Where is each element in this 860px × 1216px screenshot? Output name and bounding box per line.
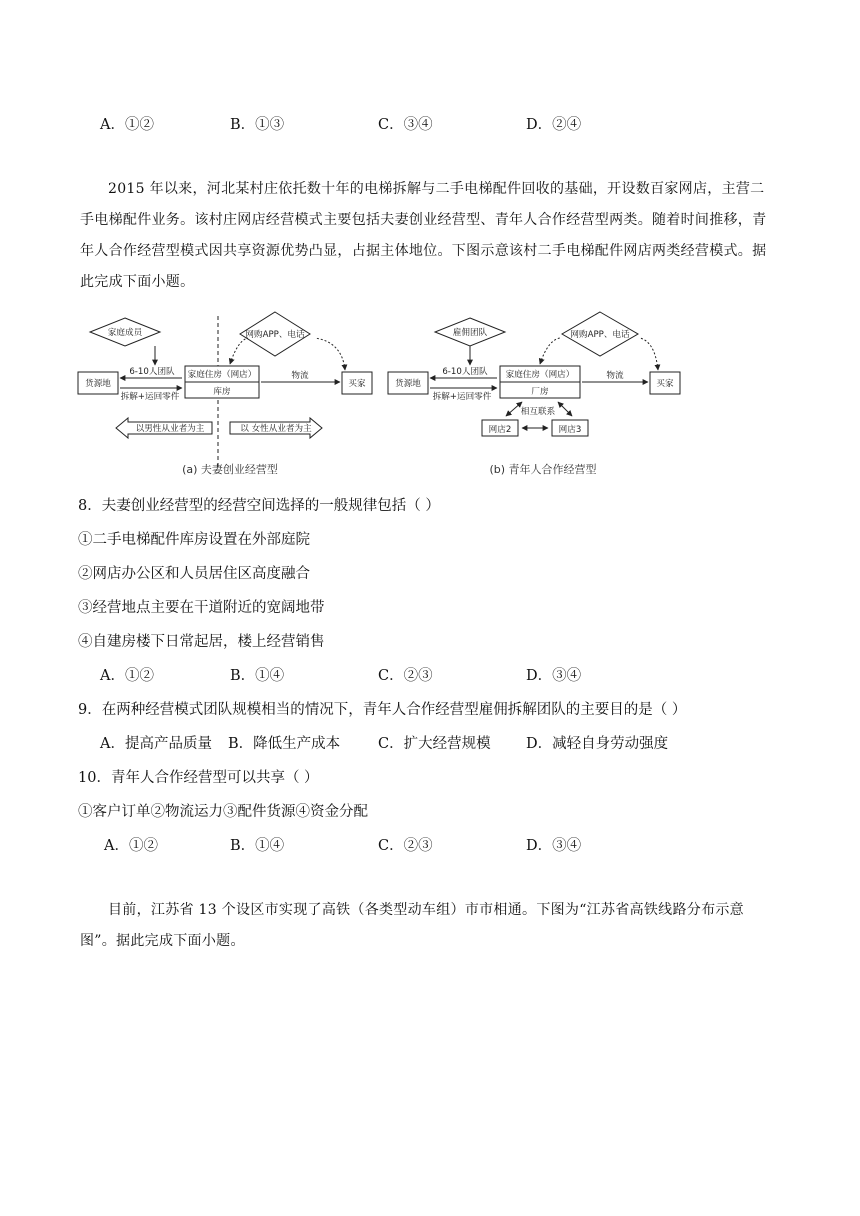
label-hired-team: 雇佣团队 [452,328,488,338]
business-model-diagram [70,310,690,485]
label-logistics-a: 物流 [291,371,309,381]
label-factory: 厂房 [531,387,549,397]
label-source-a: 货源地 [85,379,111,389]
option-c: C．②③ [378,668,433,684]
caption-b: (b) 青年人合作经营型 [489,463,597,476]
label-female: 以 女性从业者为主 [240,424,312,434]
q9-stem: 9．在两种经营模式团队规模相当的情况下，青年人合作经营型雇佣拆解团队的主要目的是（ ） [78,702,687,718]
label-app-b: 网购APP、电话 [570,330,630,340]
q10-stem: 10．青年人合作经营型可以共享（ ） [78,770,319,786]
label-family-member: 家庭成员 [107,328,143,338]
option-d: D．②④ [526,117,582,133]
q8-stem: 8．夫妻创业经营型的经营空间选择的一般规律包括（ ） [78,498,440,514]
label-logistics-b: 物流 [606,371,624,381]
label-dismantle-a: 拆解+运回零件 [120,392,180,402]
label-dismantle-b: 拆解+运回零件 [432,392,492,402]
label-buyer-a: 买家 [348,379,366,389]
label-source-b: 货源地 [395,379,421,389]
label-team-a: 6-10人团队 [129,367,175,377]
q10-items: ①客户订单②物流运力③配件货源④资金分配 [78,804,368,820]
passage-2-text: 目前，江苏省 13 个设区市实现了高铁（各类型动车组）市市相通。下图为“江苏省高铁线路分布示意图”。据此完成下面小题。 [80,902,744,949]
label-app-a: 网购APP、电话 [245,330,305,340]
option-d: D．减轻自身劳动强度 [526,736,669,752]
option-c: C．③④ [378,117,433,133]
q8-item-1: ①二手电梯配件库房设置在外部庭院 [78,532,310,548]
label-shop3: 网店3 [558,425,582,435]
label-house-b: 家庭住房（网店） [505,370,575,380]
option-b: B．①③ [230,117,285,133]
option-b: B．①④ [230,668,285,684]
label-male: 以男性从业者为主 [135,424,205,434]
label-mutual: 相互联系 [520,407,556,417]
option-a: A．①② [104,838,158,854]
caption-a: (a) 夫妻创业经营型 [182,463,278,476]
option-a: A．①② [100,117,154,133]
option-b: B．①④ [230,838,285,854]
q8-item-3: ③经营地点主要在干道附近的宽阔地带 [78,600,325,616]
passage-2 [80,895,778,957]
q8-item-4: ④自建房楼下日常起居，楼上经营销售 [78,634,325,650]
option-d: D．③④ [526,668,582,684]
option-a: A．①② [100,668,154,684]
option-c: C．扩大经营规模 [378,736,491,752]
option-d: D．③④ [526,838,582,854]
option-b: B．降低生产成本 [228,736,341,752]
option-c: C．②③ [378,838,433,854]
q8-item-2: ②网店办公区和人员居住区高度融合 [78,566,310,582]
label-shop2: 网店2 [488,425,512,435]
option-a: A．提高产品质量 [100,736,212,752]
passage-1-text: 2015 年以来，河北某村庄依托数十年的电梯拆解与二手电梯配件回收的基础，开设数百家网店，主营二手电梯配件业务。该村庄网店经营模式主要包括夫妻创业经营型、青年人合作经营型两类。随着时间推移，青年人合作经营型模式因共享资源优势凸显，占据主体地位。下图示意该村二手电梯配件网店两类经营模式。据此完成下面小题。 [80,181,767,290]
label-house-a: 家庭住房（网店） [187,370,257,380]
label-buyer-b: 买家 [656,379,674,389]
passage-1 [80,174,778,298]
label-team-b: 6-10人团队 [442,367,488,377]
label-storage: 库房 [213,387,231,397]
